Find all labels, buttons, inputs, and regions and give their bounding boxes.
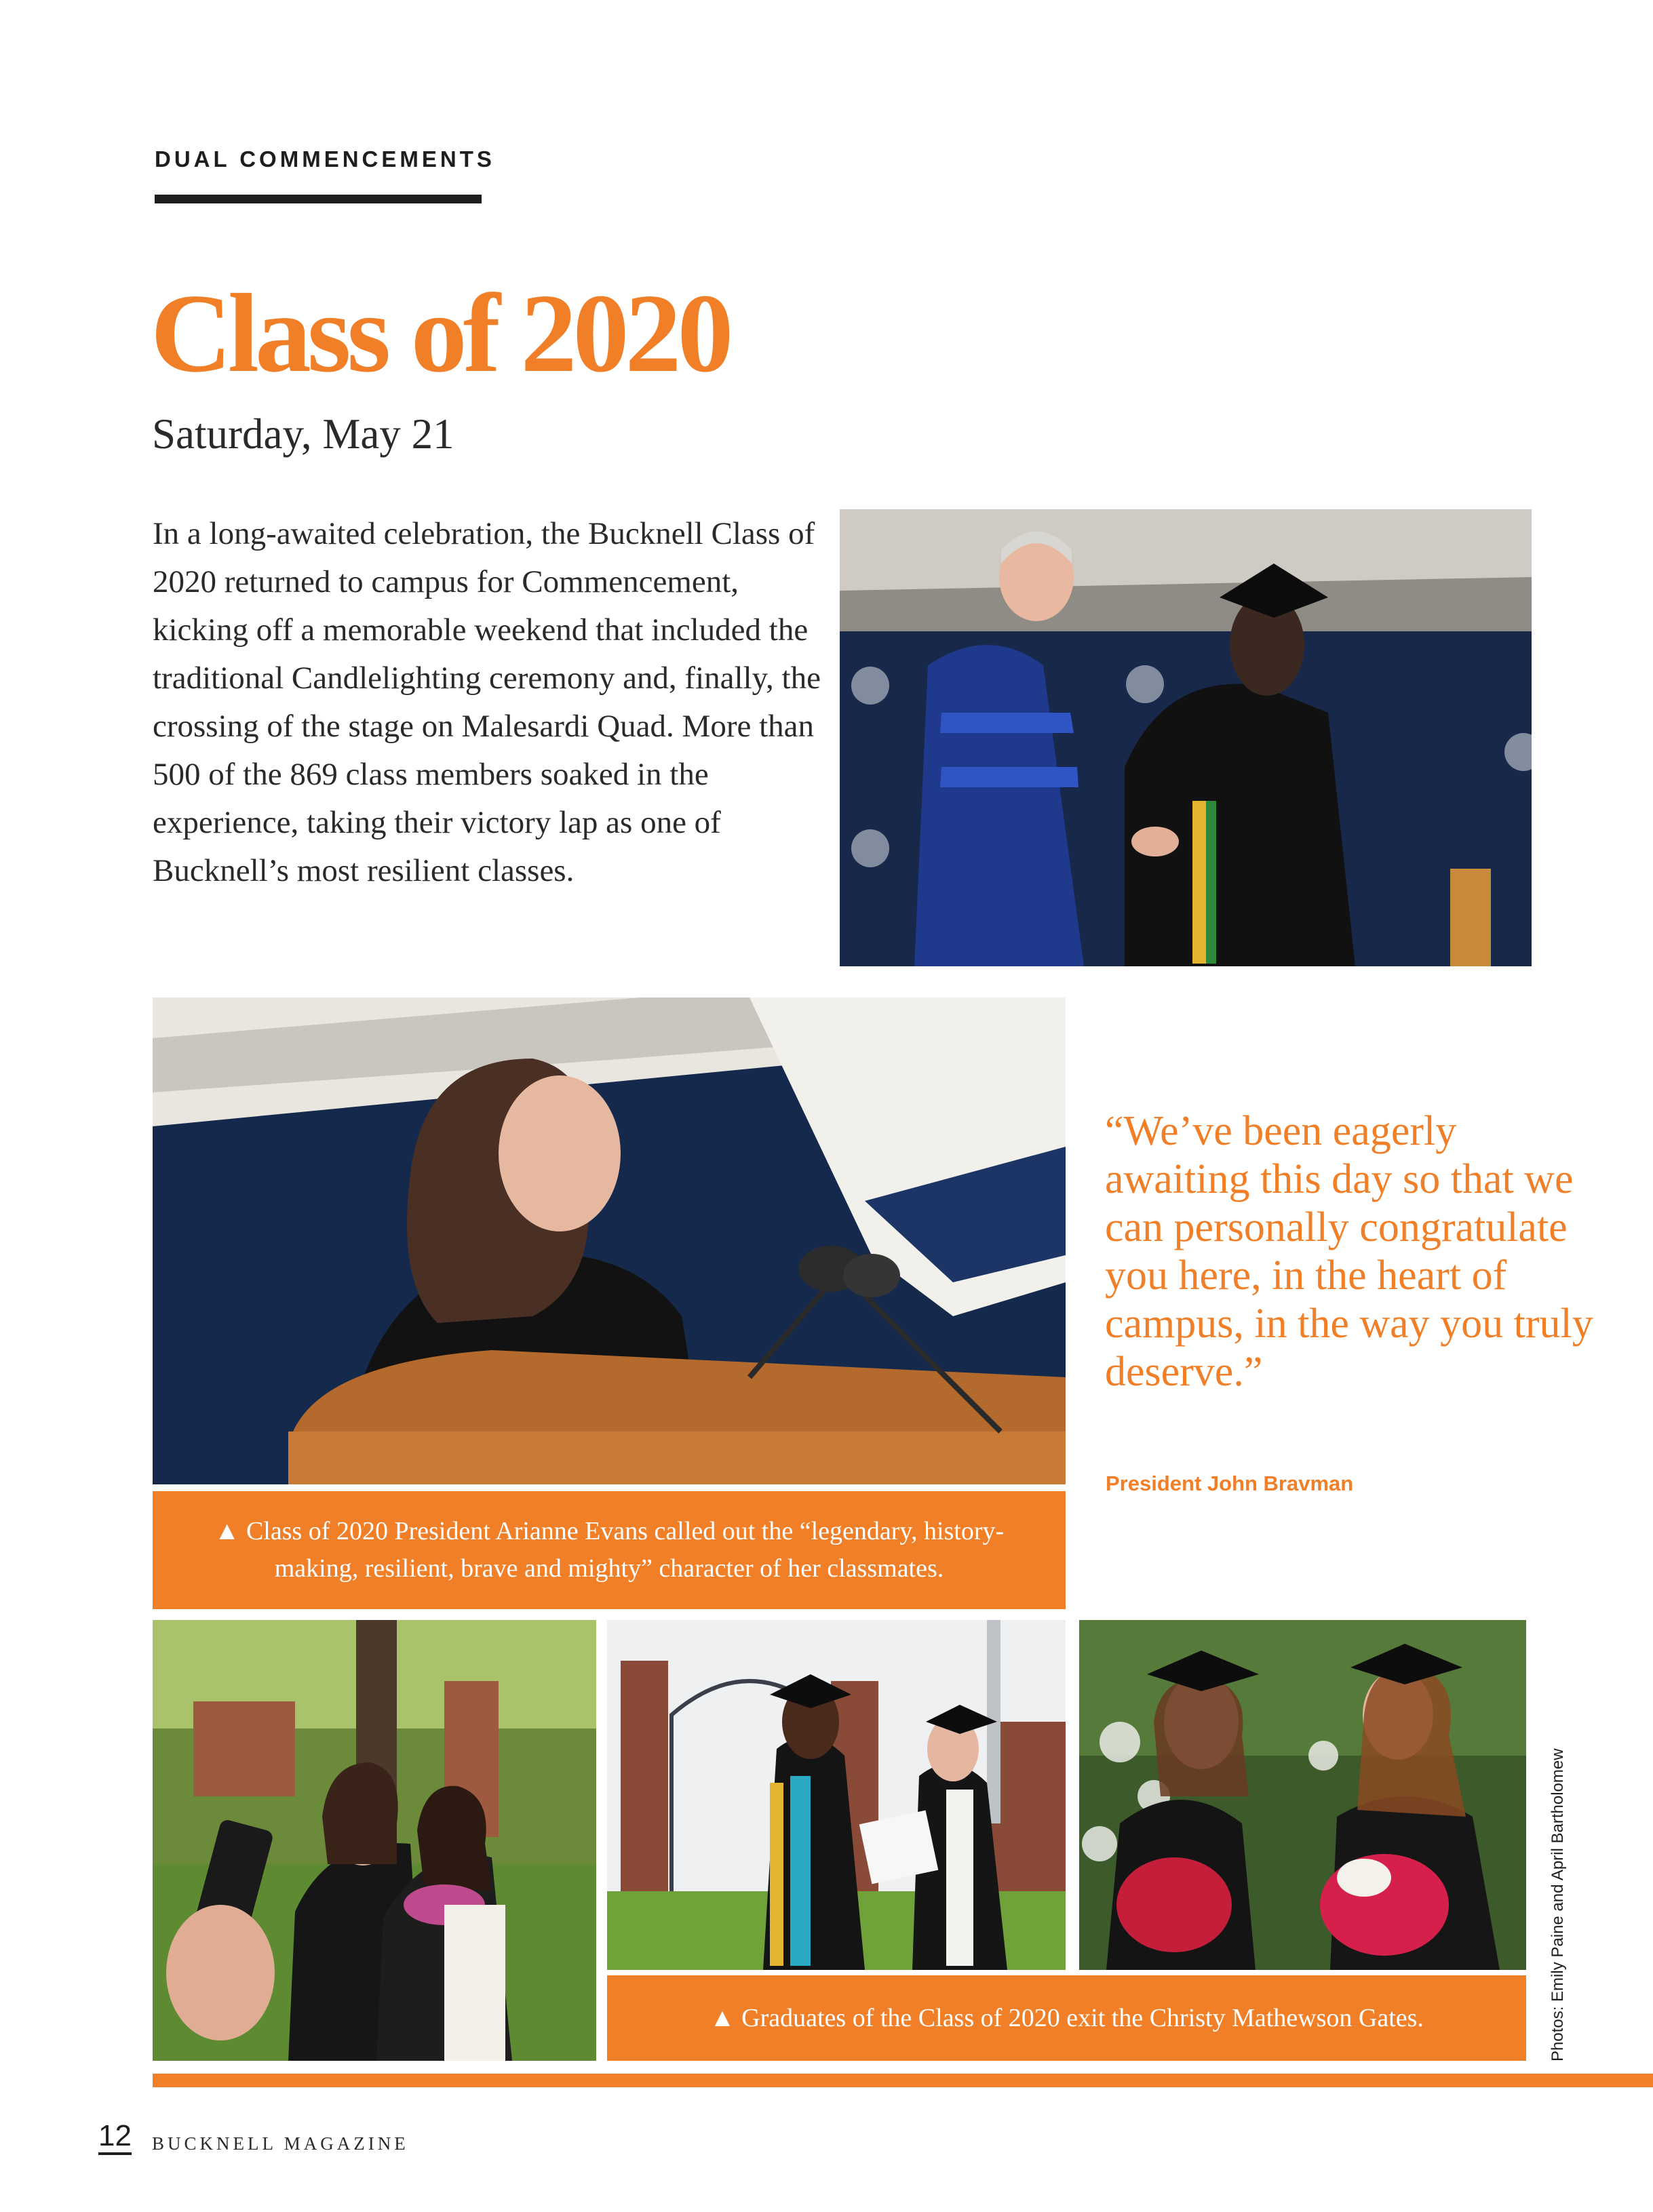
- pull-quote-attribution: President John Bravman: [1106, 1472, 1354, 1495]
- caption-speaker-text: ▲ Class of 2020 President Arianne Evans called out the “legendary, history-making, resilient, brave and mighty” character of her classmates.: [214, 1517, 1005, 1583]
- photo-speaker: [153, 998, 1066, 1484]
- photo-graduates-posing: [153, 1620, 596, 2061]
- magazine-name: BUCKNELL MAGAZINE: [152, 2133, 409, 2154]
- caption-gates: [607, 1975, 1526, 2061]
- section-kicker: DUAL COMMENCEMENTS: [155, 146, 495, 172]
- footer-rule: [153, 2074, 1653, 2087]
- photo-gates: [607, 1620, 1066, 1970]
- photo-credit: Photos: Emily Paine and April Bartholomew: [1549, 1748, 1567, 2061]
- photo-handshake: [840, 509, 1532, 966]
- article-intro: In a long-awaited celebration, the Bucknell Class of 2020 returned to campus for Commencement, kicking off a memorable weekend that included the traditional Candlelighting ceremony and, finally, the crossing of the stage on Malesardi Quad. More than 500 of the 869 class members soaked in the experience, taking their victory lap as one of Bucknell’s most resilient classes.: [153, 516, 821, 888]
- page-number: 12: [98, 2121, 132, 2155]
- caption-gates-text: ▲ Graduates of the Class of 2020 exit the Christy Mathewson Gates.: [709, 2003, 1424, 2032]
- pull-quote: “We’ve been eagerly awaiting this day so that we can personally congratulate you here, in the heart of campus, in the way you truly deserve.”: [1105, 1108, 1593, 1395]
- article-title: Class of 2020: [151, 271, 730, 395]
- article-date: Saturday, May 21: [152, 410, 454, 458]
- photo-bouquets: [1079, 1620, 1526, 1970]
- kicker-rule: [155, 195, 482, 203]
- caption-speaker: [153, 1491, 1066, 1609]
